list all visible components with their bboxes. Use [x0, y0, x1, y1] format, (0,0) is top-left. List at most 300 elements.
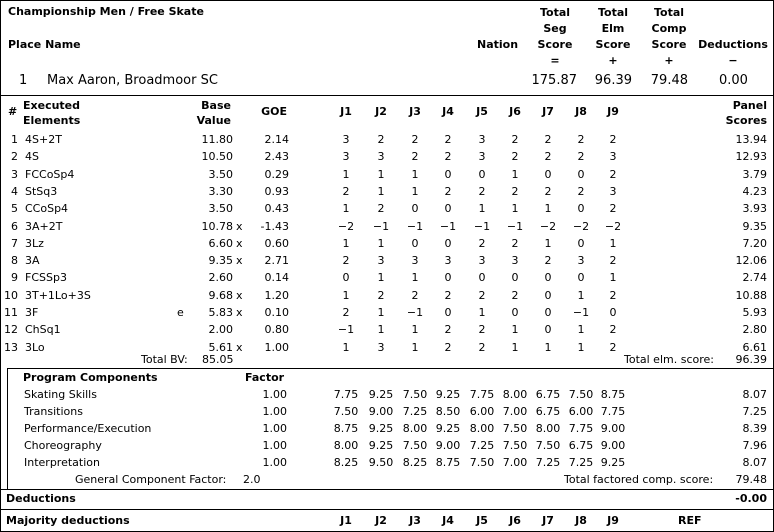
component-score: 7.96 — [742, 439, 767, 452]
component-judge-score: 7.00 — [502, 456, 528, 469]
component-judge-score: 7.50 — [469, 456, 495, 469]
element-base-value: 2.60 — [208, 271, 233, 285]
skater-place: 1 — [19, 73, 28, 88]
component-factor: 1.00 — [262, 439, 287, 452]
component-judge-score: 9.00 — [600, 422, 626, 435]
component-judge-score: 8.00 — [402, 422, 428, 435]
element-judge-score: 0 — [444, 202, 452, 216]
element-judge-score: 2 — [444, 184, 452, 198]
element-panel-score: 2.74 — [742, 271, 767, 285]
element-judge-score: 1 — [478, 306, 486, 319]
element-judge-score: 0 — [444, 271, 452, 285]
element-name: 4S+2T — [25, 133, 62, 146]
element-judge-score: 3 — [377, 254, 385, 268]
element-judge-score: 0 — [544, 167, 552, 181]
element-judge-score: 2 — [444, 133, 452, 146]
component-judge-score: 7.50 — [402, 388, 428, 401]
element-number: 9 — [11, 271, 18, 285]
component-judge-score: 9.25 — [368, 388, 394, 401]
majority-judge-header: J2 — [375, 514, 387, 527]
element-judge-score: −2 — [572, 219, 590, 233]
element-judge-score: 1 — [342, 167, 350, 181]
element-judge-score: 2 — [411, 133, 419, 146]
component-judge-score: 9.50 — [368, 456, 394, 469]
component-judge-score: 8.00 — [469, 422, 495, 435]
component-judge-score: 7.50 — [402, 439, 428, 452]
element-judge-score: −1 — [473, 219, 491, 233]
element-base-value: 6.60 — [208, 236, 233, 250]
deductions-label: Deductions — [6, 492, 76, 505]
element-judge-score: 1 — [478, 202, 486, 216]
element-judge-score: 1 — [411, 323, 419, 337]
element-judge-score: 1 — [342, 236, 350, 250]
element-base-value: 9.35 — [208, 254, 233, 268]
element-judge-score: 3 — [342, 133, 350, 146]
deductions-value: -0.00 — [735, 492, 767, 505]
element-bonus-marker: x — [236, 219, 243, 233]
skater-elm-score: 96.39 — [594, 73, 632, 88]
component-judge-score: 7.50 — [535, 439, 561, 452]
element-judge-score: 1 — [342, 288, 350, 302]
element-judge-score: 0 — [544, 306, 552, 319]
element-judge-score: 1 — [377, 323, 385, 337]
component-score: 8.07 — [742, 388, 767, 401]
component-factor: 1.00 — [262, 422, 287, 435]
element-panel-score: 12.06 — [735, 254, 767, 268]
element-number: 7 — [11, 236, 18, 250]
element-judge-score: 1 — [411, 184, 419, 198]
element-judge-score: 2 — [511, 288, 519, 302]
element-judge-score: 2 — [577, 184, 585, 198]
element-judge-score: 1 — [511, 340, 519, 354]
element-goe: 0.14 — [264, 271, 289, 285]
component-judge-score: 9.25 — [435, 388, 461, 401]
element-judge-score: 2 — [577, 133, 585, 146]
element-panel-score: 5.93 — [742, 306, 767, 319]
element-judge-score: 1 — [544, 202, 552, 216]
element-judge-score: 0 — [444, 306, 452, 319]
gcf-label: General Component Factor: — [75, 473, 227, 486]
element-judge-score: 2 — [444, 288, 452, 302]
majority-judge-header: J9 — [607, 514, 619, 527]
element-name: 3Lz — [25, 236, 44, 250]
element-judge-score: 2 — [478, 323, 486, 337]
deductions-header: Deductions − — [698, 38, 768, 67]
element-judge-score: 3 — [478, 254, 486, 268]
element-judge-score: 3 — [577, 254, 585, 268]
element-base-value: 3.50 — [208, 202, 233, 216]
element-number: 11 — [4, 306, 18, 319]
majority-judge-header: J6 — [509, 514, 521, 527]
component-judge-score: 7.75 — [469, 388, 495, 401]
element-judge-score: 2 — [478, 340, 486, 354]
factor-header: Factor — [245, 371, 285, 384]
element-number: 8 — [11, 254, 18, 268]
element-judge-score: 1 — [377, 271, 385, 285]
element-judge-score: 3 — [377, 150, 385, 164]
majority-judge-header: J1 — [340, 514, 352, 527]
element-judge-score: 1 — [544, 236, 552, 250]
element-bonus-marker: x — [236, 288, 243, 302]
element-panel-score: 12.93 — [735, 150, 767, 164]
element-base-value: 10.50 — [201, 150, 233, 164]
element-number: 4 — [11, 184, 18, 198]
component-judge-score: 6.75 — [535, 405, 561, 418]
element-panel-score: 3.79 — [742, 167, 767, 181]
component-judge-score: 7.50 — [502, 422, 528, 435]
element-judge-score: 1 — [577, 288, 585, 302]
element-judge-score: 1 — [377, 236, 385, 250]
element-judge-score: 3 — [478, 150, 486, 164]
skater-seg-score: 175.87 — [531, 73, 577, 88]
component-judge-score: 9.00 — [600, 439, 626, 452]
component-judge-score: 8.00 — [535, 422, 561, 435]
total-bv-value: 85.05 — [202, 353, 234, 366]
component-judge-score: 8.75 — [333, 422, 359, 435]
component-judge-score: 6.00 — [568, 405, 594, 418]
event-title: Championship Men / Free Skate — [8, 5, 204, 18]
element-judge-score: 0 — [544, 271, 552, 285]
component-judge-score: 8.50 — [435, 405, 461, 418]
component-judge-score: 9.25 — [368, 439, 394, 452]
element-judge-score: 2 — [511, 236, 519, 250]
element-base-value: 3.30 — [208, 184, 233, 198]
element-judge-score: −1 — [372, 219, 390, 233]
element-judge-score: 2 — [609, 254, 617, 268]
element-name: 3A — [25, 254, 40, 268]
majority-judge-header: J4 — [442, 514, 454, 527]
element-name: CCoSp4 — [25, 202, 69, 216]
skater-deductions: 0.00 — [719, 73, 748, 88]
element-judge-score: 1 — [411, 167, 419, 181]
element-base-value: 3.50 — [208, 167, 233, 181]
element-number: 1 — [11, 133, 18, 146]
component-judge-score: 8.00 — [502, 388, 528, 401]
element-number: 13 — [4, 340, 18, 354]
component-judge-score: 7.50 — [568, 388, 594, 401]
element-goe: 1.00 — [264, 340, 289, 354]
element-judge-score: 2 — [342, 306, 350, 319]
element-judge-score: 0 — [444, 167, 452, 181]
judge-header: J6 — [509, 105, 521, 118]
divider — [1, 95, 773, 96]
total-bv-label: Total BV: — [141, 353, 188, 366]
element-judge-score: −1 — [337, 323, 355, 337]
component-name: Interpretation — [24, 456, 100, 469]
element-judge-score: 0 — [577, 167, 585, 181]
element-judge-score: 0 — [342, 271, 350, 285]
element-judge-score: 2 — [377, 288, 385, 302]
element-goe: 0.60 — [264, 236, 289, 250]
element-judge-score: −1 — [506, 219, 524, 233]
component-factor: 1.00 — [262, 388, 287, 401]
component-judge-score: 9.25 — [600, 456, 626, 469]
element-judge-score: 0 — [411, 236, 419, 250]
element-judge-score: 3 — [609, 150, 617, 164]
element-name: FCCoSp4 — [25, 167, 75, 181]
element-judge-score: 3 — [411, 254, 419, 268]
element-judge-score: 1 — [511, 202, 519, 216]
judge-header: J4 — [442, 105, 454, 118]
element-judge-score: 2 — [544, 254, 552, 268]
component-judge-score: 8.75 — [435, 456, 461, 469]
element-judge-score: 2 — [444, 340, 452, 354]
element-base-value: 11.80 — [201, 133, 233, 146]
component-judge-score: 7.75 — [568, 422, 594, 435]
element-panel-score: 6.61 — [742, 340, 767, 354]
element-goe: 0.80 — [264, 323, 289, 337]
element-name: 3A+2T — [25, 219, 63, 233]
element-judge-score: 3 — [377, 340, 385, 354]
element-number: 2 — [11, 150, 18, 164]
element-judge-score: 2 — [609, 167, 617, 181]
element-base-value: 2.00 — [208, 323, 233, 337]
element-judge-score: 1 — [411, 271, 419, 285]
element-info: e — [177, 306, 184, 319]
element-judge-score: 2 — [544, 150, 552, 164]
element-panel-score: 4.23 — [742, 184, 767, 198]
component-judge-score: 7.25 — [535, 456, 561, 469]
element-panel-score: 3.93 — [742, 202, 767, 216]
majority-judge-header: J7 — [542, 514, 554, 527]
element-base-value: 10.78 — [201, 219, 233, 233]
element-judge-score: 1 — [609, 271, 617, 285]
element-judge-score: 2 — [478, 184, 486, 198]
element-judge-score: 0 — [411, 202, 419, 216]
element-judge-score: −1 — [439, 219, 457, 233]
component-name: Skating Skills — [24, 388, 97, 401]
panel-scores-header: Panel Scores — [725, 99, 767, 127]
component-factor: 1.00 — [262, 405, 287, 418]
element-goe: 2.71 — [264, 254, 289, 268]
element-judge-score: 0 — [478, 167, 486, 181]
element-judge-score: 0 — [478, 271, 486, 285]
component-score: 7.25 — [742, 405, 767, 418]
element-judge-score: 2 — [577, 150, 585, 164]
element-number: 12 — [4, 323, 18, 337]
nation-header: Nation — [477, 38, 519, 51]
gcf-value: 2.0 — [243, 473, 261, 486]
component-judge-score: 9.25 — [435, 422, 461, 435]
element-judge-score: 2 — [511, 184, 519, 198]
element-panel-score: 7.20 — [742, 236, 767, 250]
judge-header: J2 — [375, 105, 387, 118]
element-judge-score: 2 — [377, 202, 385, 216]
element-judge-score: 2 — [511, 133, 519, 146]
element-judge-score: 0 — [511, 271, 519, 285]
element-judge-score: 1 — [377, 184, 385, 198]
element-judge-score: 1 — [577, 323, 585, 337]
element-judge-score: 2 — [478, 236, 486, 250]
element-judge-score: 2 — [609, 202, 617, 216]
place-name-header: Place Name — [8, 38, 81, 51]
element-bonus-marker: x — [236, 254, 243, 268]
element-judge-score: 0 — [511, 306, 519, 319]
element-judge-score: 2 — [609, 323, 617, 337]
total-comp-label: Total factored comp. score: — [564, 473, 714, 486]
element-number: 10 — [4, 288, 18, 302]
element-judge-score: −1 — [406, 306, 424, 319]
judge-header: J7 — [542, 105, 554, 118]
component-judge-score: 7.50 — [333, 405, 359, 418]
element-judge-score: 0 — [544, 323, 552, 337]
element-judge-score: 0 — [544, 288, 552, 302]
element-panel-score: 10.88 — [735, 288, 767, 302]
goe-header: GOE — [261, 105, 287, 118]
component-name: Performance/Execution — [24, 422, 152, 435]
element-goe: 0.10 — [264, 306, 289, 319]
component-judge-score: 8.25 — [402, 456, 428, 469]
element-number: 6 — [11, 219, 18, 233]
element-judge-score: 1 — [377, 306, 385, 319]
element-goe: 1.20 — [264, 288, 289, 302]
element-number: 3 — [11, 167, 18, 181]
element-goe: 2.43 — [264, 150, 289, 164]
element-judge-score: 1 — [377, 167, 385, 181]
component-judge-score: 7.00 — [502, 405, 528, 418]
component-judge-score: 9.00 — [435, 439, 461, 452]
judge-header: J5 — [476, 105, 488, 118]
element-goe: 0.43 — [264, 202, 289, 216]
element-judge-score: 0 — [577, 271, 585, 285]
judge-header: J1 — [340, 105, 352, 118]
element-judge-score: 2 — [444, 150, 452, 164]
element-judge-score: 1 — [577, 340, 585, 354]
comp-score-header: Total Comp Score + — [651, 6, 687, 67]
element-name: 3Lo — [25, 340, 45, 354]
element-name: StSq3 — [25, 184, 58, 198]
component-judge-score: 7.25 — [568, 456, 594, 469]
judge-header: J9 — [607, 105, 619, 118]
component-judge-score: 9.25 — [368, 422, 394, 435]
element-judge-score: 1 — [511, 167, 519, 181]
ref-header: REF — [678, 514, 702, 527]
element-judge-score: 0 — [444, 236, 452, 250]
element-base-value: 5.61 — [208, 340, 233, 354]
component-judge-score: 8.00 — [333, 439, 359, 452]
element-judge-score: 2 — [478, 288, 486, 302]
element-judge-score: 2 — [544, 133, 552, 146]
element-judge-score: 3 — [478, 133, 486, 146]
component-name: Choreography — [24, 439, 102, 452]
element-judge-score: 3 — [342, 150, 350, 164]
element-judge-score: 2 — [411, 288, 419, 302]
element-judge-score: −1 — [406, 219, 424, 233]
component-score: 8.07 — [742, 456, 767, 469]
element-goe: 2.14 — [264, 133, 289, 146]
element-base-value: 9.68 — [208, 288, 233, 302]
element-base-value: 5.83 — [208, 306, 233, 319]
total-comp-value: 79.48 — [735, 473, 767, 486]
component-judge-score: 7.25 — [469, 439, 495, 452]
element-goe: 0.93 — [264, 184, 289, 198]
element-panel-score: 2.80 — [742, 323, 767, 337]
element-judge-score: 2 — [342, 184, 350, 198]
element-judge-score: 1 — [544, 340, 552, 354]
element-judge-score: −2 — [337, 219, 355, 233]
element-judge-score: 1 — [342, 340, 350, 354]
skater-name: Max Aaron, Broadmoor SC — [47, 73, 218, 88]
element-judge-score: 0 — [577, 236, 585, 250]
element-judge-score: 0 — [609, 306, 617, 319]
total-elm-value: 96.39 — [735, 353, 767, 366]
component-judge-score: 7.75 — [333, 388, 359, 401]
judge-header: J8 — [575, 105, 587, 118]
component-name: Transitions — [24, 405, 83, 418]
element-judge-score: 2 — [511, 150, 519, 164]
judge-header: J3 — [409, 105, 421, 118]
element-judge-score: −2 — [604, 219, 622, 233]
element-name: ChSq1 — [25, 323, 61, 337]
element-judge-score: 1 — [342, 202, 350, 216]
element-number: 5 — [11, 202, 18, 216]
num-header: # — [8, 105, 18, 118]
element-name: 3T+1Lo+3S — [25, 288, 91, 302]
element-goe: 0.29 — [264, 167, 289, 181]
element-name: 3F — [25, 306, 39, 319]
element-judge-score: −2 — [539, 219, 557, 233]
component-judge-score: 7.25 — [402, 405, 428, 418]
element-judge-score: 3 — [511, 254, 519, 268]
component-judge-score: 8.25 — [333, 456, 359, 469]
component-judge-score: 6.75 — [535, 388, 561, 401]
element-judge-score: 1 — [609, 236, 617, 250]
element-judge-score: 2 — [609, 288, 617, 302]
majority-judge-header: J5 — [476, 514, 488, 527]
element-judge-score: 2 — [609, 133, 617, 146]
element-panel-score: 9.35 — [742, 219, 767, 233]
skater-comp-score: 79.48 — [650, 73, 688, 88]
element-bonus-marker: x — [236, 306, 243, 319]
element-judge-score: 2 — [444, 323, 452, 337]
component-factor: 1.00 — [262, 456, 287, 469]
element-goe: -1.43 — [260, 219, 289, 233]
elm-score-header: Total Elm Score + — [595, 6, 631, 67]
total-elm-label: Total elm. score: — [624, 353, 714, 366]
element-panel-score: 13.94 — [735, 133, 767, 146]
component-score: 8.39 — [742, 422, 767, 435]
component-judge-score: 6.75 — [568, 439, 594, 452]
majority-deductions-label: Majority deductions — [6, 514, 130, 527]
element-judge-score: 2 — [411, 150, 419, 164]
divider — [1, 489, 773, 490]
element-judge-score: 0 — [577, 202, 585, 216]
base-value-header: Base Value — [196, 99, 231, 127]
element-judge-score: 3 — [609, 184, 617, 198]
majority-judge-header: J8 — [575, 514, 587, 527]
element-bonus-marker: x — [236, 236, 243, 250]
element-judge-score: 2 — [342, 254, 350, 268]
element-judge-score: 2 — [609, 340, 617, 354]
component-judge-score: 8.75 — [600, 388, 626, 401]
element-judge-score: 2 — [377, 133, 385, 146]
element-judge-score: 1 — [511, 323, 519, 337]
component-judge-score: 7.75 — [600, 405, 626, 418]
element-name: 4S — [25, 150, 39, 164]
element-bonus-marker: x — [236, 340, 243, 354]
component-judge-score: 7.50 — [502, 439, 528, 452]
element-judge-score: 2 — [544, 184, 552, 198]
components-title: Program Components — [23, 371, 158, 384]
executed-elements-header: Executed Elements — [23, 99, 81, 127]
element-judge-score: 1 — [411, 340, 419, 354]
component-judge-score: 6.00 — [469, 405, 495, 418]
seg-score-header: Total Seg Score = — [537, 6, 573, 67]
element-judge-score: −1 — [572, 306, 590, 319]
element-name: FCSSp3 — [25, 271, 67, 285]
divider — [1, 509, 773, 510]
element-judge-score: 3 — [444, 254, 452, 268]
